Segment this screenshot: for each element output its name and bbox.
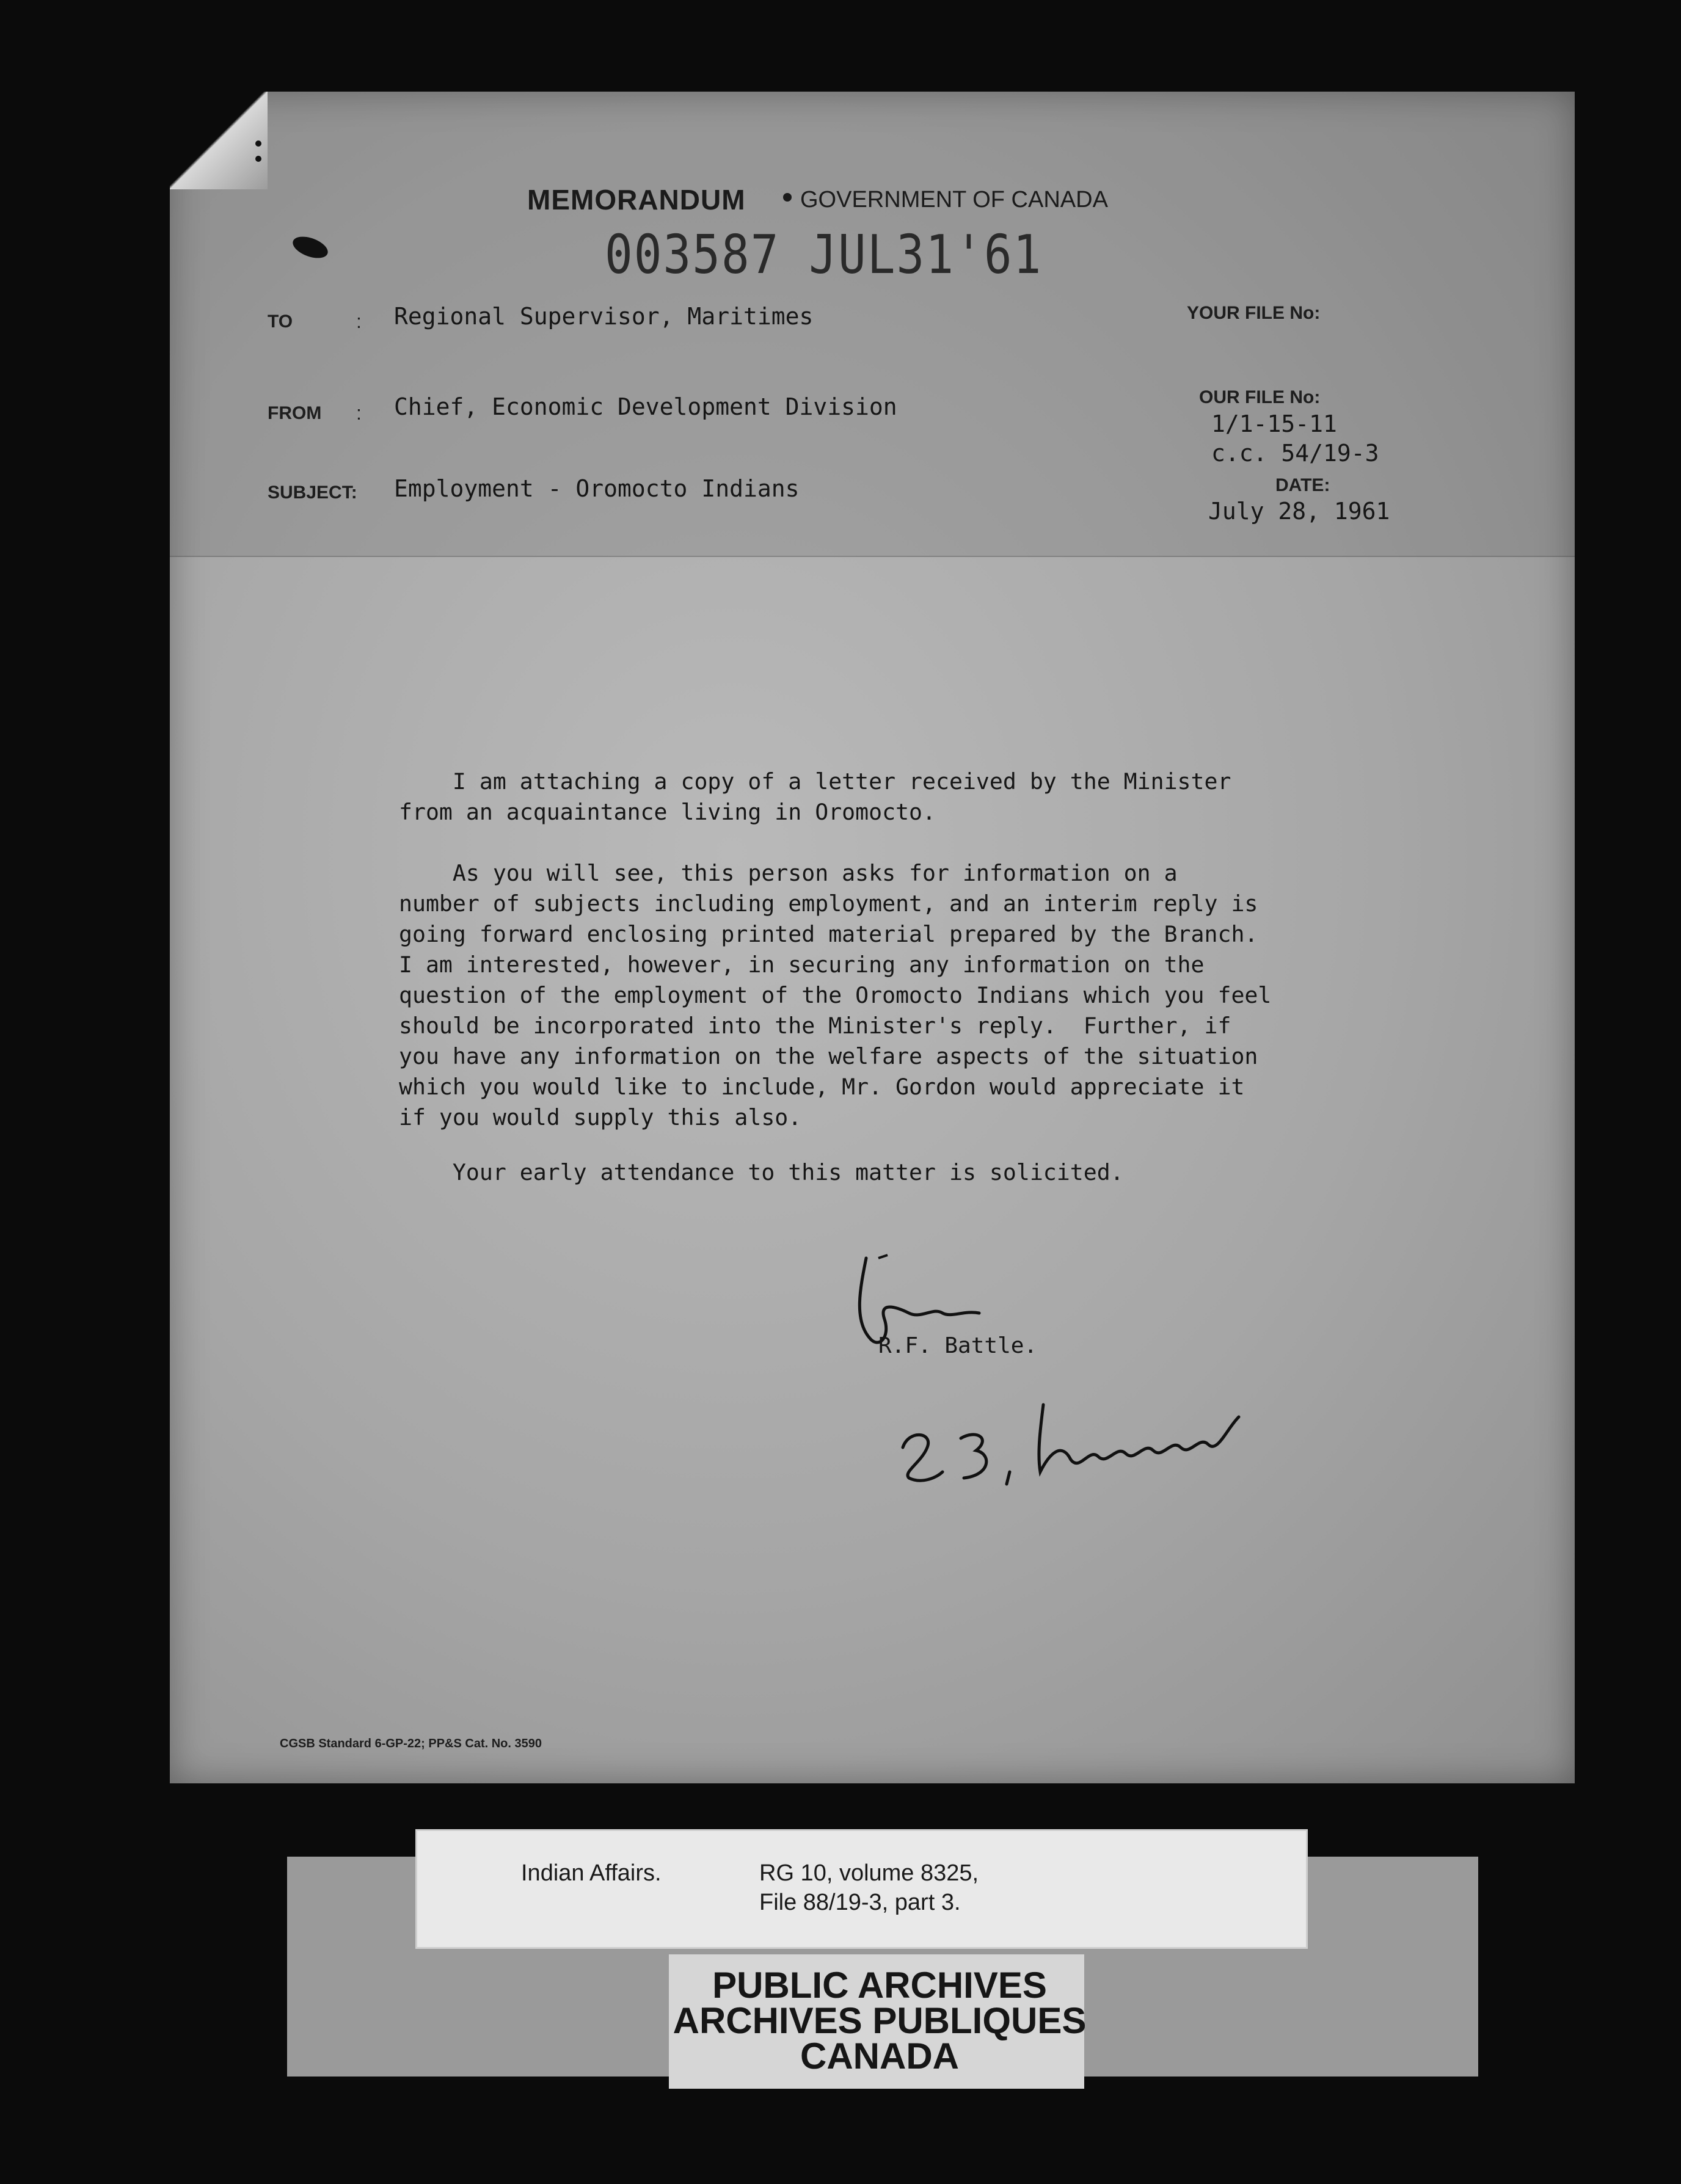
to-colon: : — [356, 310, 362, 332]
date-value: July 28, 1961 — [1208, 498, 1390, 525]
memo-title: MEMORANDUM — [527, 184, 746, 216]
our-file-value: 1/1-15-11 — [1211, 410, 1337, 437]
archive-stamp-line-1: PUBLIC ARCHIVES — [712, 1965, 1047, 2006]
received-stamp: 003587 JUL31'61 — [605, 223, 1043, 286]
archive-collection: Indian Affairs. — [521, 1860, 662, 1886]
body-line: which you would like to include, Mr. Gordon would appreciate it — [399, 1074, 1245, 1100]
header-band — [170, 92, 1575, 557]
signatory-name: R.F. Battle. — [878, 1333, 1038, 1358]
archive-stamp-line-3: CANADA — [800, 2036, 959, 2077]
body-line: I am attaching a copy of a letter received by the Minister — [399, 768, 1231, 795]
body-line: if you would supply this also. — [399, 1104, 802, 1130]
body-line: going forward enclosing printed material prepared by the Branch. — [399, 921, 1258, 947]
archive-reference-line-1: RG 10, volume 8325, — [759, 1860, 979, 1886]
body-paragraph-3 — [399, 1157, 1456, 1188]
title-bullet — [783, 193, 792, 202]
body-line: I am interested, however, in securing any information on the — [399, 952, 1205, 978]
from-colon: : — [356, 402, 362, 424]
from-label: FROM — [268, 403, 322, 423]
memo-sheet — [170, 92, 1575, 1783]
body-paragraph-2 — [399, 858, 1456, 1133]
body-line: As you will see, this person asks for information on a — [399, 860, 1178, 886]
body-line: question of the employment of the Oromocto Indians which you feel — [399, 982, 1272, 1008]
form-standard-footer: CGSB Standard 6-GP-22; PP&S Cat. No. 3590 — [280, 1737, 542, 1750]
body-line: from an acquaintance living in Oromocto. — [399, 799, 936, 825]
body-line: number of subjects including employment, and an interim reply is — [399, 890, 1258, 917]
archive-reference-line-2: File 88/19-3, part 3. — [759, 1890, 961, 1915]
ink-dot — [255, 140, 261, 147]
from-value: Chief, Economic Development Division — [394, 393, 897, 420]
to-label: TO — [268, 311, 293, 332]
body-line: should be incorporated into the Minister's reply. Further, if — [399, 1013, 1231, 1039]
body-paragraph-1 — [399, 766, 1456, 828]
body-line: you have any information on the welfare aspects of the situation — [399, 1043, 1258, 1069]
date-label: DATE: — [1275, 475, 1330, 495]
subject-label: SUBJECT: — [268, 482, 357, 503]
ink-dot — [255, 156, 261, 162]
subject-value: Employment - Oromocto Indians — [394, 475, 800, 502]
our-file-label: OUR FILE No: — [1199, 387, 1321, 407]
handwritten-note — [884, 1380, 1263, 1496]
your-file-label: YOUR FILE No: — [1187, 303, 1321, 323]
cc-file-value: c.c. 54/19-3 — [1211, 440, 1379, 467]
archive-stamp-line-2: ARCHIVES PUBLIQUES — [673, 2000, 1087, 2041]
memo-government: GOVERNMENT OF CANADA — [800, 187, 1108, 213]
folded-corner — [170, 92, 268, 189]
archive-reference-card — [415, 1829, 1308, 1949]
to-value: Regional Supervisor, Maritimes — [394, 303, 814, 330]
body-line: Your early attendance to this matter is solicited. — [399, 1159, 1124, 1185]
